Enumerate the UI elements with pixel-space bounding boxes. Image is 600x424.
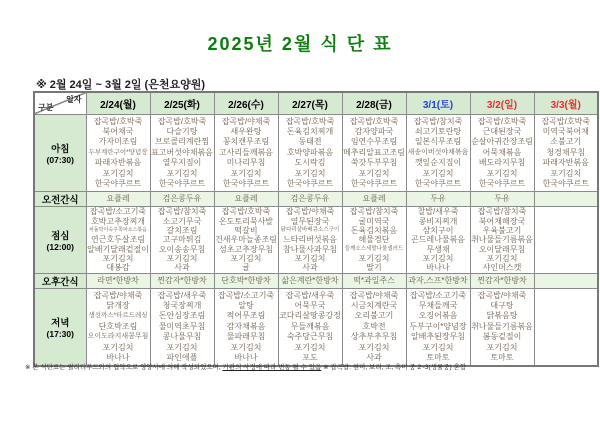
menu-item: 잡곡밥/새우죽 xyxy=(285,290,335,300)
menu-item: 꽁치캔무조림 xyxy=(222,137,270,147)
menu-item: 차돌박이숙주쪽파소스볶음 xyxy=(89,227,147,234)
menu-item: 참나물사과무침 xyxy=(282,244,338,254)
row-label xyxy=(34,115,86,192)
menu-item: 상추부추무침 xyxy=(350,332,398,342)
menu-item: 고구마튀김 xyxy=(162,235,202,245)
menu-table xyxy=(33,91,599,367)
menu-item: 브로콜리계란찜 xyxy=(154,137,210,147)
menu-item: 소고기무국 xyxy=(162,216,202,226)
menu-item: 표고버섯야채볶음 xyxy=(151,147,213,157)
menu-item: 포기김치 xyxy=(230,253,262,263)
menu-item: 연근호두살조림 xyxy=(90,235,146,245)
menu-item: 새송이버섯야채볶음 xyxy=(407,148,469,156)
menu-item: 호박양파볶음 xyxy=(286,147,334,157)
menu-item: 사과 xyxy=(302,263,318,273)
menu-item: 라면*한방차 xyxy=(97,276,139,285)
menu-item: 요플레 xyxy=(234,194,258,203)
date-header: 2/26(수) xyxy=(214,92,278,115)
menu-item: 오이송송무침 xyxy=(158,244,206,254)
menu-item: 단호박*한방차 xyxy=(221,276,271,285)
menu-item: 호박전 xyxy=(362,321,386,331)
menu-cell xyxy=(278,289,342,367)
footer-note xyxy=(25,362,595,371)
footer-note-underlined: 기관의 사정에 따라 변동 될 수 있음 xyxy=(222,364,322,371)
menu-item: 찐감자*한방차 xyxy=(157,276,207,285)
menu-item: 사과 xyxy=(174,263,190,273)
menu-cell xyxy=(86,192,150,207)
menu-item: 오징어볶음 xyxy=(418,311,458,321)
menu-item: 삶은계란*한방차 xyxy=(281,276,339,285)
menu-item: 포기김치 xyxy=(230,168,262,178)
date-header: 2/27(목) xyxy=(278,92,342,115)
menu-item: 포기김치 xyxy=(102,253,134,263)
menu-table-head xyxy=(34,92,598,115)
footer-note-text: ※ 본 식단표는 퀄리티푸드와의 협약으로 영양사에 의해 작성되었으며, xyxy=(25,364,223,371)
menu-item: 콩비지찌개 xyxy=(418,216,458,226)
menu-item: 포기김치 xyxy=(422,168,454,178)
menu-item: 북어채해장국 xyxy=(478,216,526,226)
menu-item: 잡곡밥/소고기죽 xyxy=(89,207,147,217)
menu-item: 감자채볶음 xyxy=(226,321,266,331)
menu-item: 적어무조림 xyxy=(226,311,266,321)
menu-item: 북어채국 xyxy=(102,126,134,136)
menu-item: 쇠고기토란탕 xyxy=(414,126,462,136)
menu-row xyxy=(34,115,598,192)
menu-cell xyxy=(278,192,342,207)
menu-item: 파래자반볶음 xyxy=(94,158,142,168)
menu-cell xyxy=(150,192,214,207)
menu-item: 취나물들기름볶음 xyxy=(471,321,533,331)
menu-item: 포기김치 xyxy=(294,253,326,263)
menu-item: 알탕 xyxy=(238,300,254,310)
menu-item: 한국야쿠르트 xyxy=(350,179,398,189)
menu-cell xyxy=(214,207,278,274)
menu-cell xyxy=(278,115,342,192)
menu-cell xyxy=(342,192,406,207)
menu-item: 포기김치 xyxy=(358,253,390,263)
menu-item: 오이달래무침 xyxy=(478,244,526,254)
menu-item: 한국야쿠르트 xyxy=(414,179,462,189)
menu-item: 감자양파국 xyxy=(354,126,394,136)
menu-item: 두부계란구이*양념장 xyxy=(88,148,148,156)
row-label-time: (17:30) xyxy=(46,329,74,339)
menu-cell xyxy=(342,289,406,367)
menu-cell xyxy=(342,274,406,289)
menu-item: 미나리무침 xyxy=(226,158,266,168)
corner-label-date: 일자 xyxy=(66,95,82,104)
menu-item: 포기김치 xyxy=(550,168,582,178)
menu-item: 느타리버섯볶음 xyxy=(282,235,338,245)
menu-item: 검은콩두유 xyxy=(162,194,202,203)
menu-item: 시금치계란국 xyxy=(350,300,398,310)
menu-cell xyxy=(150,274,214,289)
menu-item: 잡곡밥/야채죽 xyxy=(221,116,271,126)
menu-cell xyxy=(406,289,470,367)
menu-item: 섬초고추장무침 xyxy=(218,244,274,254)
menu-item: 해물경단 xyxy=(358,235,390,245)
menu-item: 잡곡밥/야채죽 xyxy=(285,207,335,217)
menu-item: 포기김치 xyxy=(358,168,390,178)
menu-item: 고사리들깨볶음 xyxy=(218,147,274,157)
menu-item: 삼치구이 xyxy=(422,226,454,236)
menu-item: 한국야쿠르트 xyxy=(478,179,526,189)
menu-item: 잡곡밥/호박죽 xyxy=(93,116,143,126)
menu-item: 두유 xyxy=(494,194,510,203)
menu-item: 잡곡밥/참치죽 xyxy=(157,207,207,217)
menu-item: 다슬기탕 xyxy=(166,126,198,136)
menu-item: 잡곡밥/호박죽 xyxy=(349,116,399,126)
corner-label-category: 구분 xyxy=(38,103,54,112)
menu-item: 도시락김 xyxy=(294,158,326,168)
menu-row xyxy=(34,289,598,367)
menu-item: 닭볶음탕 xyxy=(486,311,518,321)
menu-item: 포기김치 xyxy=(486,168,518,178)
row-label xyxy=(34,207,86,274)
menu-item: 어묵채볶음 xyxy=(482,147,522,157)
menu-item: 잡곡밥/참치죽 xyxy=(349,207,399,217)
menu-item: 포기김치 xyxy=(166,168,198,178)
menu-item: 열무된장국 xyxy=(290,216,330,226)
menu-item: 포기김치 xyxy=(102,168,134,178)
menu-item: 열무지짐이 xyxy=(162,158,202,168)
date-header: 3/3(월) xyxy=(534,92,598,115)
menu-item: 무생채 xyxy=(426,244,450,254)
menu-item: 쑥갓두부무침 xyxy=(350,158,398,168)
menu-item: 잡곡밥/참치죽 xyxy=(413,116,463,126)
menu-cell xyxy=(150,289,214,367)
menu-item: 오이도라지새콤무침 xyxy=(87,333,149,341)
menu-cell xyxy=(214,192,278,207)
menu-item: 포기김치 xyxy=(422,253,454,263)
menu-item: 무채들깨국 xyxy=(418,300,458,310)
row-label-time: (12:00) xyxy=(46,242,74,252)
menu-item: 콩나물무침 xyxy=(162,332,202,342)
menu-item: 동태전 xyxy=(298,137,322,147)
menu-cell xyxy=(86,207,150,274)
menu-item: 우육불고기 xyxy=(482,226,522,236)
menu-cell xyxy=(534,207,598,274)
row-label xyxy=(34,289,86,367)
row-label-main: 아침 xyxy=(51,144,70,155)
menu-item: 바나나 xyxy=(106,353,130,363)
menu-cell xyxy=(278,274,342,289)
menu-cell xyxy=(406,115,470,192)
menu-cell xyxy=(534,115,598,192)
menu-item: 깻잎순지짐이 xyxy=(414,158,462,168)
menu-item: 검은콩두유 xyxy=(290,194,330,203)
menu-item: 바나나 xyxy=(426,263,450,273)
menu-item: 포기김치 xyxy=(294,168,326,178)
menu-item: 요플레 xyxy=(106,194,130,203)
menu-cell xyxy=(406,207,470,274)
menu-cell xyxy=(534,289,598,367)
menu-cell xyxy=(342,115,406,192)
menu-cell xyxy=(150,115,214,192)
menu-item: 대봉감 xyxy=(106,263,130,273)
menu-item: 건새우마늘종조림 xyxy=(215,235,277,245)
menu-item: 대구탕 xyxy=(490,300,514,310)
menu-cell xyxy=(406,192,470,207)
menu-item: 사과 xyxy=(366,353,382,363)
menu-item: 찐감자*한방차 xyxy=(477,276,527,285)
menu-item: 숙주당근무침 xyxy=(286,332,334,342)
corner-cell xyxy=(34,92,86,115)
menu-item: 생선까스*타르드레싱 xyxy=(88,312,148,320)
menu-item: 미역국북어채 xyxy=(542,126,589,136)
menu-item: 한국야쿠르트 xyxy=(94,179,142,189)
menu-item: 돈안심장조림 xyxy=(158,311,206,321)
menu-item: 토마토 xyxy=(426,353,450,363)
menu-cell xyxy=(214,115,278,192)
menu-item: 알배기달래겉절이 xyxy=(87,244,149,254)
menu-item: 코다리살땅콩강정 xyxy=(279,311,341,321)
menu-item: 포기김치 xyxy=(230,342,262,352)
menu-item: 가자미조림 xyxy=(98,137,138,147)
row-label-main: 점심 xyxy=(51,231,70,242)
menu-item: 물파래무침 xyxy=(226,332,266,342)
menu-item: 찰밥/새우죽 xyxy=(417,207,459,217)
menu-item: 돈육김치찌개 xyxy=(286,126,334,136)
menu-item: 호박고추장찌개 xyxy=(90,216,146,226)
date-header: 2/25(화) xyxy=(150,92,214,115)
menu-row xyxy=(34,207,598,274)
menu-item: 한국야쿠르트 xyxy=(542,179,589,189)
menu-cell xyxy=(278,207,342,274)
menu-item: 잡곡밥/소고기죽 xyxy=(409,290,467,300)
row-label xyxy=(34,274,86,289)
menu-cell xyxy=(86,115,150,192)
menu-item: 알배추된장무침 xyxy=(410,332,466,342)
menu-cell xyxy=(214,289,278,367)
menu-item: 귤 xyxy=(242,263,250,273)
menu-item: 임연수무조림 xyxy=(350,137,398,147)
menu-item: 돈육김치볶음 xyxy=(350,226,398,236)
menu-item: 잡곡밥/호박죽 xyxy=(285,116,335,126)
menu-item: 메추리알표고조림 xyxy=(343,147,405,157)
menu-cell xyxy=(86,289,150,367)
menu-cell xyxy=(86,274,150,289)
menu-item: 소불고기 xyxy=(550,137,582,147)
menu-item: 잡곡밥/참치죽 xyxy=(477,207,527,217)
menu-item: 파인애플 xyxy=(166,353,198,363)
menu-item: 잡곡밥/새우죽 xyxy=(157,290,207,300)
menu-cell xyxy=(470,274,534,289)
menu-item: 잡곡밥/야채죽 xyxy=(477,290,527,300)
menu-item: 닭개장 xyxy=(106,300,130,310)
menu-item: 어묵무국 xyxy=(294,300,326,310)
menu-cell xyxy=(470,192,534,207)
date-header: 2/24(월) xyxy=(86,92,150,115)
menu-item: 오리불고기 xyxy=(354,311,394,321)
menu-item: 포기김치 xyxy=(102,342,134,352)
menu-item: 파래자반볶음 xyxy=(542,158,589,168)
date-range-subtitle: ※ 2월 24일 ~ 3월 2일 (은천요양원) xyxy=(36,79,206,91)
menu-cell xyxy=(342,207,406,274)
menu-item: 포기김치 xyxy=(294,342,326,352)
menu-item: 닭다리살바베큐소스구이 xyxy=(280,227,340,234)
menu-item: 한국야쿠르트 xyxy=(222,179,270,189)
menu-item: 포기김치 xyxy=(486,253,518,263)
menu-cell xyxy=(214,274,278,289)
menu-item: 딸기 xyxy=(366,263,382,273)
footer-note-tail: ※ 잡곡밥: 현미, 보리, 조, 흑미 중 2~3(생률중) 혼합 xyxy=(321,364,467,371)
menu-item: 일본식무조림 xyxy=(414,137,462,147)
menu-cell xyxy=(470,115,534,192)
menu-item: 잡곡밥/소고기죽 xyxy=(217,290,275,300)
menu-item: 한국야쿠르트 xyxy=(158,179,206,189)
menu-item: 토마토 xyxy=(490,353,514,363)
menu-cell xyxy=(470,289,534,367)
row-label xyxy=(34,192,86,207)
menu-item: 두부구이*양념장 xyxy=(409,321,467,331)
menu-item: 새우완탕 xyxy=(230,126,262,136)
menu-row xyxy=(34,192,598,207)
menu-item: 단호박조림 xyxy=(98,321,138,331)
menu-table-body xyxy=(34,115,598,367)
menu-item: 떡*과일주스 xyxy=(353,276,395,285)
page-title: 2025년 2월 식 단 표 xyxy=(207,34,393,54)
row-label-main: 오전간식 xyxy=(41,195,79,206)
header-row xyxy=(34,92,598,115)
menu-item: 포기김치 xyxy=(422,342,454,352)
date-header: 3/1(토) xyxy=(406,92,470,115)
menu-item: 포기김치 xyxy=(166,253,198,263)
menu-item: 갈치조림 xyxy=(166,226,198,236)
menu-cell xyxy=(150,207,214,274)
menu-item: 한국야쿠르트 xyxy=(286,179,334,189)
menu-item: 잡곡밥/호박죽 xyxy=(477,116,527,126)
menu-item: 곤드레나물볶음 xyxy=(410,235,466,245)
menu-row xyxy=(34,274,598,289)
menu-item: 바나나 xyxy=(234,353,258,363)
menu-item: 잡곡밥/호박죽 xyxy=(541,116,591,126)
menu-item: 들깨소스세발나물샐러드 xyxy=(344,245,404,252)
menu-item: 취나물들기름볶음 xyxy=(471,235,533,245)
menu-item: 포기김치 xyxy=(486,342,518,352)
menu-item: 굴미역국 xyxy=(358,216,390,226)
row-label-time: (07:30) xyxy=(46,155,74,165)
menu-item: 떡갈비 xyxy=(234,226,258,236)
menu-item: 순살아귀간장조림 xyxy=(471,137,533,147)
menu-item: 청경채무침 xyxy=(546,147,586,157)
menu-item: 요플레 xyxy=(362,194,386,203)
date-header: 3/2(일) xyxy=(470,92,534,115)
menu-item: 청국장찌개 xyxy=(162,300,202,310)
row-label-main: 저녁 xyxy=(51,318,70,329)
menu-item: 잡곡밥/호박죽 xyxy=(157,116,207,126)
menu-item: 근대된장국 xyxy=(482,126,522,136)
menu-item: 포기김치 xyxy=(166,342,198,352)
menu-cell xyxy=(470,207,534,274)
menu-item: 잡곡밥/호박죽 xyxy=(221,207,271,217)
menu-item: 두유 xyxy=(430,194,446,203)
menu-item: 샤인머스캣 xyxy=(482,263,522,273)
menu-item: 배도라지무침 xyxy=(478,158,526,168)
menu-item: 봄동겉절이 xyxy=(482,332,522,342)
menu-item: 잡곡밥/야채죽 xyxy=(93,290,143,300)
menu-item: 온도토리묵사발 xyxy=(218,216,274,226)
row-label-main: 오후간식 xyxy=(41,277,79,288)
menu-item: 물미역초무침 xyxy=(158,321,206,331)
menu-cell xyxy=(534,274,598,289)
menu-item: 포기김치 xyxy=(358,342,390,352)
menu-cell xyxy=(534,192,598,207)
menu-item: 잡곡밥/야채죽 xyxy=(349,290,399,300)
menu-item: 포도 xyxy=(302,353,318,363)
menu-cell xyxy=(406,274,470,289)
date-header: 2/28(금) xyxy=(342,92,406,115)
menu-item: 과자,스프*한방차 xyxy=(408,276,468,285)
menu-item: 무들깨볶음 xyxy=(290,321,330,331)
